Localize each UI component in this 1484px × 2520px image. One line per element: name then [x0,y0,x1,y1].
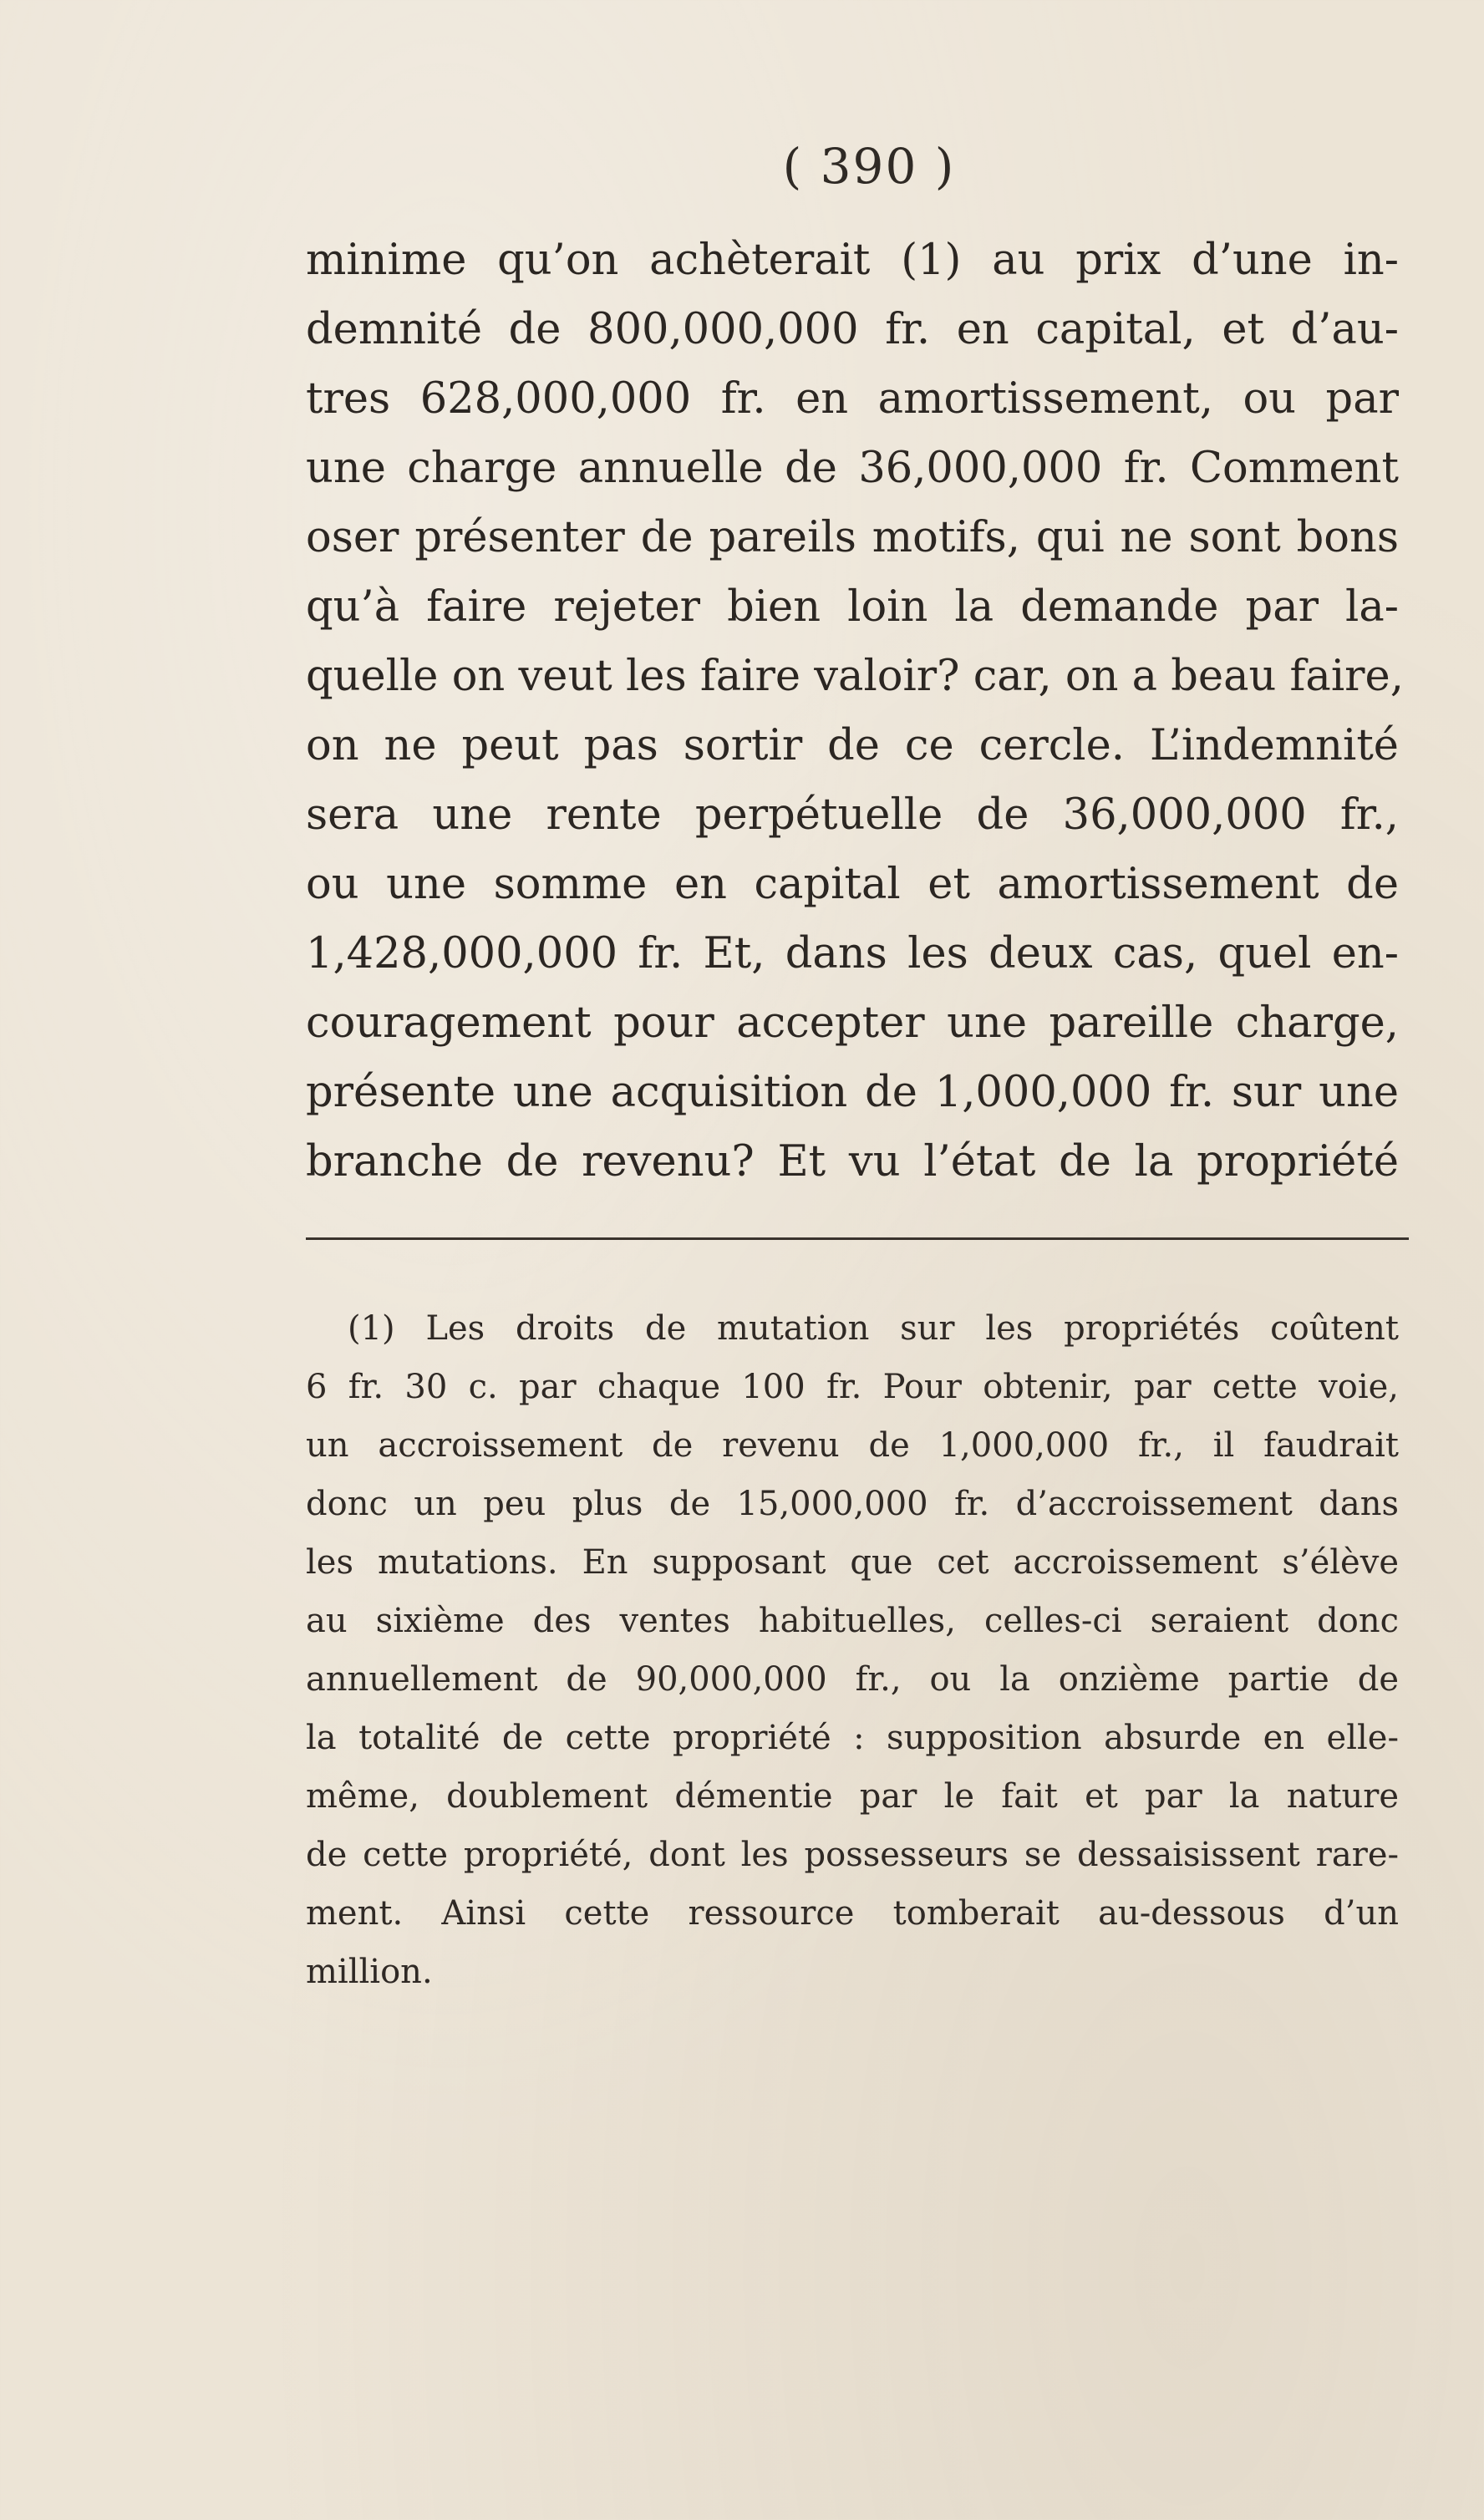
footnote-line: 6 fr. 30 c. par chaque 100 fr. Pour obtenir, par cette voie, [306,1368,1399,1406]
text-line: 1,428,000,000 fr. Et, dans les deux cas, quel en- [306,929,1399,978]
text-line: branche de revenu? Et vu l’état de la propriété [306,1137,1399,1186]
text-line: quelle on veut les faire valoir? car, on a beau faire, [306,652,1404,701]
page-number [0,138,1484,195]
footnote-line: même, doublement démentie par le fait et par la nature [306,1777,1399,1816]
footnote [306,1299,1399,2001]
text-line: qu’à faire rejeter bien loin la demande par la- [306,582,1399,632]
text-line: minime qu’on achèterait (1) au prix d’une in- [306,236,1399,285]
text-line: couragement pour accepter une pareille charge, [306,998,1399,1048]
footnote-line: un accroissement de revenu de 1,000,000 fr., il faudrait [306,1426,1399,1465]
footnote-line: ment. Ainsi cette ressource tomberait au-dessous d’un [306,1894,1399,1933]
footnote-line: les mutations. En supposant que cet accroissement s’élève [306,1543,1399,1582]
footnote-line: million. [306,1953,433,1991]
page-number-text: ( 390 ) [782,138,956,195]
text-line: demnité de 800,000,000 fr. en capital, et d’au- [306,305,1399,354]
text-line: sera une rente perpétuelle de 36,000,000 fr., [306,790,1399,840]
text-line: une charge annuelle de 36,000,000 fr. Comment [306,444,1399,493]
footnote-line: annuellement de 90,000,000 fr., ou la onzième partie de [306,1660,1399,1699]
footnote-line: (1) Les droits de mutation sur les propriétés coûtent [348,1309,1399,1348]
footnote-separator [306,1237,1409,1240]
text-line: oser présenter de pareils motifs, qui ne sont bons [306,513,1399,562]
text-line: ou une somme en capital et amortissement de [306,860,1399,909]
footnote-line: la totalité de cette propriété : supposition absurde en elle- [306,1719,1399,1757]
text-line: présente une acquisition de 1,000,000 fr. sur une [306,1068,1399,1117]
footnote-line: donc un peu plus de 15,000,000 fr. d’accroissement dans [306,1485,1399,1523]
text-line: tres 628,000,000 fr. en amortissement, ou par [306,374,1399,424]
footnote-line: au sixième des ventes habituelles, celles-ci seraient donc [306,1602,1399,1640]
main-text [306,226,1404,1196]
footnote-line: de cette propriété, dont les possesseurs se dessaisissent rare- [306,1836,1399,1874]
text-line: on ne peut pas sortir de ce cercle. L’indemnité [306,721,1399,770]
